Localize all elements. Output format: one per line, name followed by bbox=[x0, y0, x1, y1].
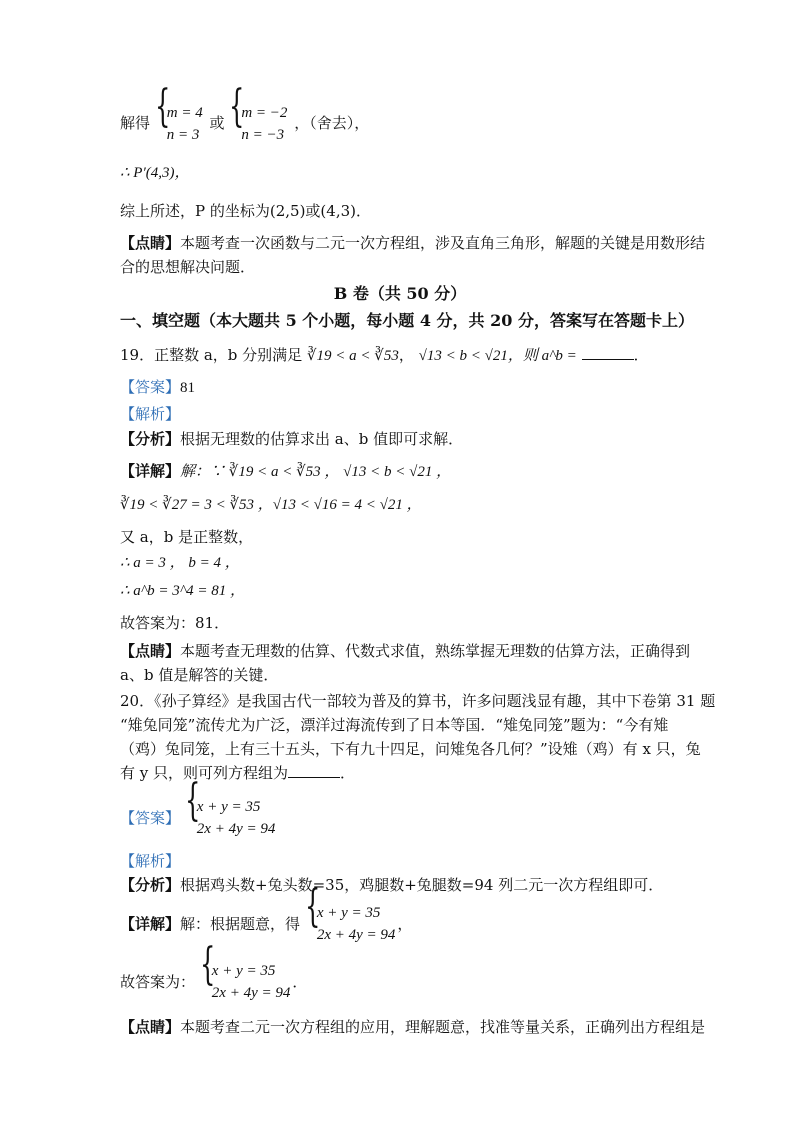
equation: { x + y = 35 bbox=[196, 799, 261, 815]
q19-jiexi-tag: 【解析】 bbox=[120, 405, 181, 423]
equation: { x + y = 35 bbox=[211, 963, 276, 979]
q20-fenxi bbox=[120, 874, 663, 896]
answer-tag: 【答案】 bbox=[120, 378, 181, 396]
solution-line-jiede bbox=[120, 102, 369, 146]
text: 根据无理数的估算求出 a、b 值即可求解． bbox=[180, 430, 464, 448]
q19-xiangjie-2: ∛19 < ∛27 = 3 < ∛53 ，√13 < √16 = 4 < √21 ， bbox=[120, 497, 422, 513]
text: 19．正整数 a，b 分别满足 bbox=[120, 346, 303, 364]
equation: { m = −2 bbox=[241, 105, 288, 121]
xiangjie-equation-system bbox=[307, 902, 396, 946]
q20-stem-4 bbox=[120, 762, 355, 784]
text: 或 bbox=[209, 114, 225, 132]
q19-dianjing bbox=[120, 640, 690, 662]
equation: 2x + 4y = 94 bbox=[211, 985, 291, 1001]
summary-line: 综上所述，P 的坐标为(2,5)或(4,3)． bbox=[120, 202, 371, 220]
q19-xiangjie-5: ∴ a^b = 3^4 = 81 ， bbox=[120, 583, 245, 599]
text: 故答案为： bbox=[120, 973, 196, 991]
answer-blank bbox=[582, 345, 634, 360]
equation-system-1 bbox=[157, 102, 203, 146]
text: 解：根据题意，得 bbox=[180, 915, 301, 933]
q19-xiangjie-3: 又 a，b 是正整数， bbox=[120, 528, 254, 546]
q20-stem-1: 20．《孙子算经》是我国古代一部较为普及的算书，许多问题浅显有趣，其中下卷第 31 题 bbox=[120, 692, 716, 710]
equation: n = 3 bbox=[166, 127, 200, 143]
q19-stem: 19．正整数 a，b 分别满足 ∛19 < a < ∛53， √13 < b < √21，则 a^b = ． bbox=[120, 346, 649, 364]
q20-stem-3: （鸡）兔同笼，上有三十五头，下有九十四足，问雉兔各几何？”设雉（鸡）有 x 只，兔 bbox=[120, 740, 701, 758]
text: ． bbox=[340, 764, 356, 782]
q20-stem-2: “雉兔同笼”流传尤为广泛，漂洋过海流传到了日本等国．“雉兔同笼”题为：“今有雉 bbox=[120, 716, 669, 734]
answer-blank bbox=[288, 763, 340, 778]
text: ． bbox=[292, 973, 308, 991]
text: ， bbox=[397, 915, 413, 933]
text: 本题考查无理数的估算、代数式求值，熟练掌握无理数的估算方法，正确得到 bbox=[180, 642, 691, 660]
text: 有 y 只，则可列方程组为 bbox=[120, 764, 289, 782]
text: 解得 bbox=[120, 114, 151, 132]
dianjing-tag: 【点睛】 bbox=[120, 234, 181, 252]
dianjing-top-2: 合的思想解决问题． bbox=[120, 258, 256, 276]
section-subtitle: 一、填空题（本大题共 5 个小题，每小题 4 分，共 20 分，答案写在答题卡上） bbox=[120, 311, 694, 330]
q19-answer bbox=[120, 376, 195, 399]
q20-dianjing bbox=[120, 1016, 705, 1038]
math: ∛19 < a < ∛53 bbox=[306, 348, 399, 364]
dianjing-top bbox=[120, 232, 705, 254]
xiangjie-tag: 【详解】 bbox=[120, 462, 181, 480]
xiangjie-tag: 【详解】 bbox=[120, 915, 181, 933]
q19-guda: 故答案为：81． bbox=[120, 614, 230, 632]
fenxi-tag: 【分析】 bbox=[120, 430, 181, 448]
math: 解：∵ ∛19 < a < ∛53 ， √13 < b < √21 ， bbox=[180, 464, 452, 480]
q20-jiexi-tag: 【解析】 bbox=[120, 852, 181, 870]
text: 根据鸡头数+兔头数=35，鸡腿数+兔腿数=94 列二元一次方程组即可． bbox=[180, 876, 664, 894]
text: ，（舍去）， bbox=[294, 114, 370, 132]
q20-guda bbox=[120, 960, 307, 1004]
text: ， bbox=[398, 346, 414, 364]
fenxi-tag: 【分析】 bbox=[120, 876, 181, 894]
q19-fenxi bbox=[120, 428, 463, 450]
equation: 2x + 4y = 94 bbox=[316, 927, 396, 943]
q19-xiangjie-4: ∴ a = 3 ， b = 4 ， bbox=[120, 555, 240, 571]
equation: 2x + 4y = 94 bbox=[196, 821, 276, 837]
section-title: B 卷（共 50 分） bbox=[333, 284, 467, 303]
math: √13 < b < √21 bbox=[418, 348, 508, 364]
dianjing-tag: 【点睛】 bbox=[120, 1018, 181, 1036]
math: ，则 a^b = bbox=[507, 348, 577, 364]
answer-value: 81 bbox=[180, 380, 196, 396]
q20-xiangjie bbox=[120, 902, 412, 946]
q19-dianjing-2: a、b 值是解答的关键． bbox=[120, 666, 279, 684]
equation: n = −3 bbox=[241, 127, 285, 143]
q19-xiangjie bbox=[120, 460, 451, 483]
answer-tag: 【答案】 bbox=[120, 809, 181, 827]
therefore-p-line: ∴ P′(4,3)， bbox=[120, 165, 190, 181]
q20-answer bbox=[120, 796, 277, 840]
answer-equation-system bbox=[187, 796, 276, 840]
equation: { x + y = 35 bbox=[316, 905, 381, 921]
text: 本题考查二元一次方程组的应用，理解题意，找准等量关系，正确列出方程组是 bbox=[180, 1018, 706, 1036]
guda-equation-system bbox=[202, 960, 291, 1004]
equation-system-2 bbox=[231, 102, 287, 146]
dianjing-tag: 【点睛】 bbox=[120, 642, 181, 660]
equation: { m = 4 bbox=[166, 105, 203, 121]
text: 本题考查一次函数与二元一次方程组，涉及直角三角形，解题的关键是用数形结 bbox=[180, 234, 706, 252]
